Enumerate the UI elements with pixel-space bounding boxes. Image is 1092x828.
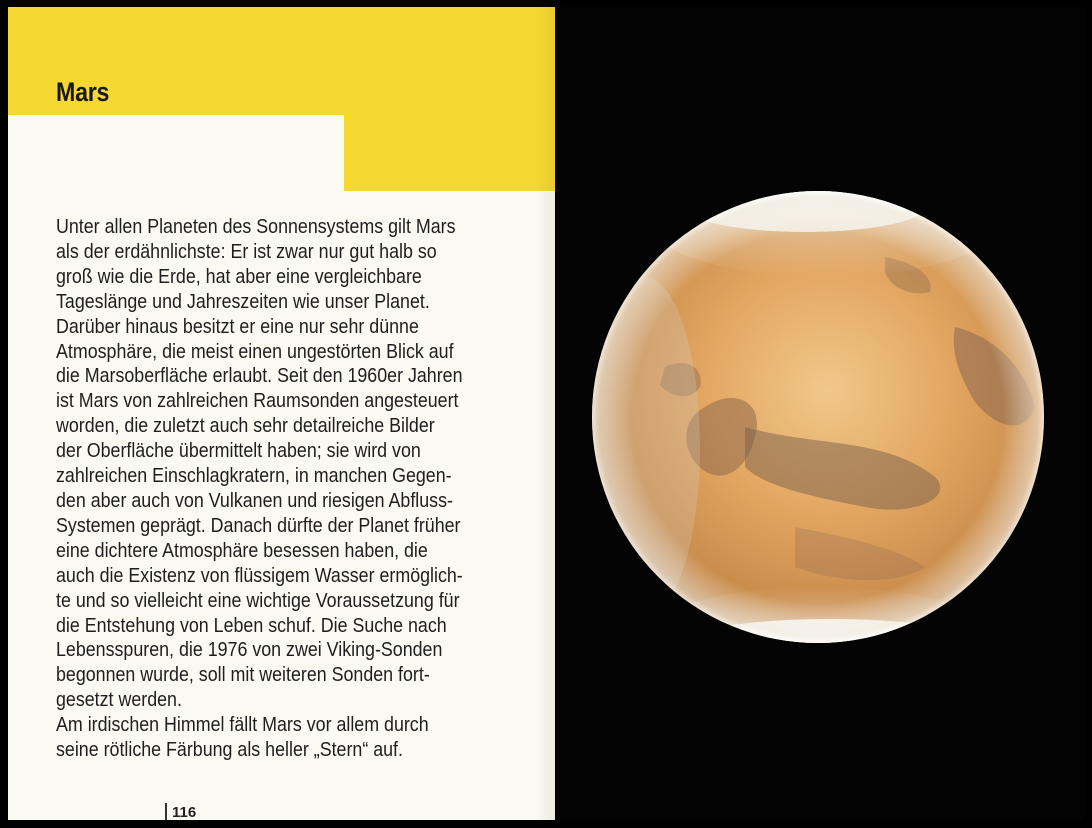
mars-planet-image	[555, 7, 1085, 820]
body-line: die Marsoberfläche erlaubt. Seit den 1960er Jahren	[56, 364, 463, 388]
body-line: den aber auch von Vulkanen und riesigen Abfluss-	[56, 488, 453, 512]
body-line: Tageslänge und Jahreszeiten wie unser Planet.	[56, 289, 430, 313]
header-band-tab	[344, 115, 555, 191]
body-line: zahlreichen Einschlagkratern, in manchen Gegen-	[56, 464, 452, 488]
right-page-photo	[555, 7, 1085, 820]
body-line: eine dichtere Atmosphäre besessen haben, die	[56, 538, 428, 562]
page-title: Mars	[56, 77, 110, 107]
body-line: Systemen geprägt. Danach dürfte der Planet früher	[56, 513, 461, 537]
body-line: Atmosphäre, die meist einen ungestörten Blick auf	[56, 339, 454, 363]
body-line: begonnen wurde, soll mit weiteren Sonden fort-	[56, 663, 430, 687]
body-text	[56, 215, 508, 763]
page-number-rule	[165, 803, 167, 820]
body-line: Am irdischen Himmel fällt Mars vor allem durch	[56, 713, 429, 737]
body-line: Darüber hinaus besitzt er eine nur sehr dünne	[56, 314, 419, 338]
body-line: als der erdähnlichste: Er ist zwar nur gut halb so	[56, 239, 437, 263]
body-line: der Oberfläche übermittelt haben; sie wird von	[56, 439, 421, 463]
body-line: Lebensspuren, die 1976 von zwei Viking-Sonden	[56, 638, 443, 662]
body-line: groß wie die Erde, hat aber eine vergleichbare	[56, 264, 422, 288]
body-line: seine rötliche Färbung als heller „Stern“ auf.	[56, 738, 403, 762]
page-number: 116	[172, 804, 197, 820]
body-line: auch die Existenz von flüssigem Wasser ermöglich-	[56, 563, 463, 587]
body-line: Unter allen Planeten des Sonnensystems gilt Mars	[56, 215, 456, 238]
left-page	[8, 7, 555, 820]
body-line: gesetzt werden.	[56, 688, 182, 712]
body-line: die Entstehung von Leben schuf. Die Suche nach	[56, 613, 447, 637]
body-line: ist Mars von zahlreichen Raumsonden angesteuert	[56, 389, 459, 413]
body-line: worden, die zuletzt auch sehr detailreiche Bilder	[56, 414, 435, 438]
gutter-shadow	[535, 7, 555, 820]
body-line: te und so vielleicht eine wichtige Voraussetzung für	[56, 588, 460, 612]
